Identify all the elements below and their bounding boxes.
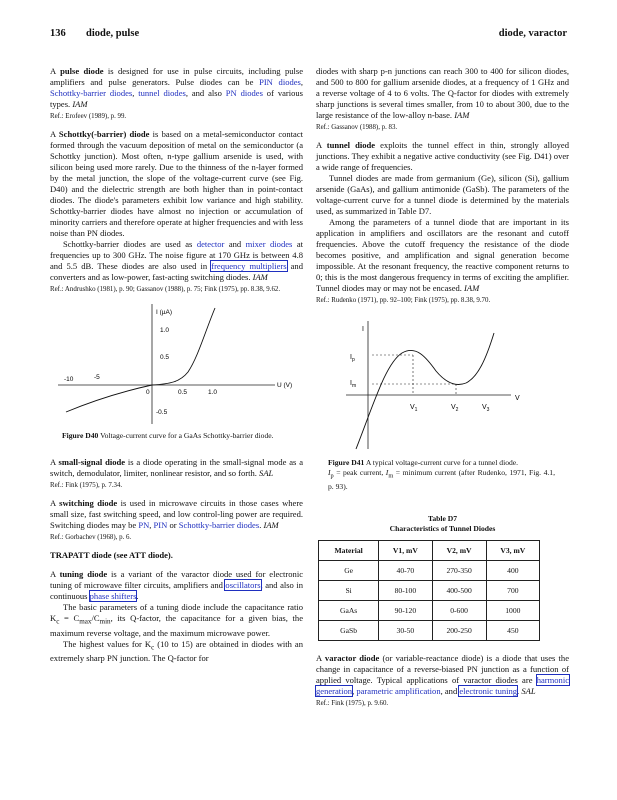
- tunnel-paragraph-2: Tunnel diodes are made from germanium (Ge), silicon (Si), gallium arsenide (GaAs), and gallium antimonide (GaSb). The parameters of the voltage-current curve for a tunnel diode is determined by the materials used, as summarized in Table D7.: [316, 173, 569, 216]
- tick-y-1.0: 1.0: [160, 327, 170, 334]
- link-phase-shifters[interactable]: phase shifters: [89, 591, 137, 601]
- schottky-paragraph-2: Schottky-barrier diodes are used as detector and mixer diodes at frequencies up to 300 GHz. The noise figure at 170 GHz is between 4.8 and 5.5 dB. These diodes are also used in frequency multipliers and converters and as low-power, fast-acting switching diodes. IAM: [50, 239, 303, 282]
- ref-schottky-diode: Ref.: Andrushko (1981), p. 90; Gassanov (1988), p. 75; Fink (1975), pp. 8.38, 9.62.: [50, 286, 281, 293]
- tunnel-iv-curve: [356, 333, 494, 449]
- tick-x-0.5: 0.5: [178, 389, 188, 396]
- link-pin-diodes[interactable]: PIN diodes: [259, 77, 301, 87]
- link-oscillators[interactable]: oscillators: [225, 580, 261, 590]
- link-schottky-barrier-diodes[interactable]: Schottky-barrier diodes: [178, 520, 260, 530]
- tick-x-minus-10: -10: [64, 376, 74, 383]
- term-pulse-diode: pulse diode: [60, 66, 104, 76]
- author-signature: IAM: [454, 110, 470, 120]
- table-row: Ge 40-70 270-350 400: [319, 560, 540, 580]
- col-header-v2: V2, mV: [432, 540, 486, 560]
- ref-switching-diode: Ref.: Gorbachev (1968), p. 6.: [50, 534, 132, 541]
- label-v1: $V_1$: [410, 404, 418, 413]
- col-header-v1: V1, mV: [379, 540, 432, 560]
- label-im: $I_m$: [350, 380, 357, 389]
- label-ip: $I_p$: [350, 354, 355, 363]
- table-row: GaSb 30-50 200-250 450: [319, 620, 540, 640]
- link-pn-diodes[interactable]: PN diodes: [225, 88, 263, 98]
- term-small-signal-diode: small-signal diode: [58, 457, 126, 467]
- continued-tuning-text: diodes with sharp p-n junctions can reach 300 to 400 for silicon diodes, and 500 to 800 for gallium arsenide diodes, at a frequency of 1 GHz and a reverse voltage of 4 to 6 volts. The Q-factor for diodes with extremely sharp junctions is several times smaller, from 10 to about 300, due to the large resistance of the low-alloy n-base. IAM: [316, 66, 569, 120]
- entry-schottky-diode: A Schottky(-barrier) diode is based on a metal-semiconductor contact formed through the vacuum deposition of metal on the semiconductor (a Schottky junction). Most often, n-type gallium arsenide is used, with silicon being used more rarely. Due to the thinness of the n-layer formed by the metal junction, the slope of the voltage-current curve (see Fig. D40) and the dielectric strength are both higher than in point-contact diodes. The diode's parameters exhibit low variance and high stability. Schottky-barrier diodes have almost no injection or accumulation of minority carriers and therefore operate at higher frequencies and with less noise than PN diodes.: [50, 129, 303, 238]
- term-tunnel-diode: tunnel diode: [326, 140, 376, 150]
- author-signature: IAM: [263, 520, 279, 530]
- col-header-v3: V3, mV: [486, 540, 539, 560]
- tick-x-1.0: 1.0: [208, 389, 218, 396]
- link-tunnel-diodes[interactable]: tunnel diodes: [138, 88, 186, 98]
- link-parametric-amplification[interactable]: parametric amplification: [356, 685, 441, 696]
- table-row: GaAs 90-120 0-600 1000: [319, 600, 540, 620]
- table-d7: [318, 540, 540, 641]
- author-signature: IAM: [464, 283, 480, 293]
- figure-d41-chart: [316, 313, 569, 451]
- left-column: [50, 66, 303, 664]
- ref-varactor-diode: Ref.: Fink (1975), p. 9.60.: [316, 699, 389, 707]
- label-v2: $V_2$: [451, 404, 459, 413]
- col-header-material: Material: [319, 540, 379, 560]
- entry-pulse-diode: A pulse diode is designed for use in pulse circuits, including pulse amplifiers and pulse generators. Pulse diodes can be PIN diodes, Schottky-barrier diodes, tunnel diodes, and also PN diodes of various types. IAM: [50, 66, 303, 109]
- page-number: 136: [50, 28, 66, 39]
- label-v3: $V_3$: [482, 404, 490, 413]
- table-row: Si 80-100 400-500 700: [319, 580, 540, 600]
- ref-tunnel-diode: Ref.: Rudenko (1971), pp. 92–100; Fink (1975), pp. 8.38, 9.70.: [316, 297, 491, 304]
- link-schottky-barrier-diodes[interactable]: Schottky-barrier diodes: [50, 88, 133, 98]
- term-varactor-diode: varactor diode: [324, 652, 380, 663]
- link-electronic-tuning[interactable]: electronic tuning: [459, 685, 518, 696]
- figure-d41: [316, 313, 569, 492]
- link-detector[interactable]: detector: [196, 239, 225, 249]
- header-right-title: diode, varactor: [498, 28, 567, 39]
- figure-d41-caption: Figure D41 A typical voltage-current curve for a tunnel diode. $I_p$ = peak current, $I_m$ = minimum current (after Rudenko, 1971, Fig. 4.1, p. 93).: [328, 458, 555, 491]
- link-mixer-diodes[interactable]: mixer diodes: [245, 239, 293, 249]
- link-frequency-multipliers[interactable]: frequency multipliers: [211, 261, 287, 271]
- link-pin[interactable]: PIN: [153, 520, 168, 530]
- ref-tuning-diode: Ref.: Gassanov (1988), p. 83.: [316, 124, 398, 131]
- figure-d40-caption: Figure D40 Voltage-current curve for a GaAs Schottky-barrier diode.: [62, 431, 274, 440]
- right-column: [316, 66, 569, 716]
- author-signature: SAL: [521, 685, 536, 696]
- label-i: I: [362, 326, 364, 333]
- tunnel-paragraph-3: Among the parameters of a tunnel diode that are important in its application in amplifiers and oscillators are the resonant and cutoff frequencies. Above the cutoff frequency the resistance of the diode becomes positive, and amplification and signal generation become impossible. At the resonant frequency, the reactive component returns to 0; this is the most dangerous frequency in terms of exciting the amplifier. Tunnel diodes may or may not be encased. IAM: [316, 217, 569, 293]
- label-v: V: [515, 395, 520, 402]
- tick-x-minus-5: -5: [94, 374, 100, 381]
- link-pn[interactable]: PN: [138, 520, 150, 530]
- tuning-paragraph-2: The basic parameters of a tuning diode include the capacitance ratio $K_c = C_{max}/C_{min}$, its Q-factor, the capacitance for a given bias, the maximum reverse voltage, and the maximum microwave power.: [50, 602, 303, 638]
- table-title: Characteristics of Tunnel Diodes: [389, 523, 496, 533]
- entry-switching-diode: A switching diode is used in microwave circuits in those cases where small size, fast switching speed, and low control-ling power are required. Switching diodes may be PN, PIN or Schottky-barrier diodes. IAM: [50, 498, 303, 530]
- figure-d40: [50, 302, 303, 441]
- table-header-row: [319, 540, 540, 560]
- tick-x-0: 0: [146, 389, 150, 396]
- entry-varactor-diode: A varactor diode (or variable-reactance diode) is a diode that uses the change in capacitance of a reverse-biased PN junction as a function of applied voltage. Typical applications of varactor diodes are harmonic generation, parametric amplification, and electronic tuning. SAL: [316, 652, 569, 696]
- tuning-paragraph-3: The highest values for $K_c$ (10 to 15) are obtained in diodes with an extremely sharp PN junction. The Q-factor for: [50, 638, 303, 664]
- term-switching-diode: switching diode: [59, 498, 118, 508]
- link-harmonic-generation[interactable]: harmonic generation: [316, 674, 569, 696]
- figure-d40-chart: [50, 302, 303, 424]
- iv-curve: [66, 308, 218, 412]
- header-left-title: diode, pulse: [86, 28, 140, 39]
- y-axis-label: I (µA): [156, 309, 173, 316]
- x-axis-label: U (V): [277, 382, 293, 389]
- author-signature: SAL: [259, 468, 274, 478]
- entry-tuning-diode: A tuning diode is a variant of the varactor diode used for electronic tuning of microwave filter circuits, amplifiers and oscillators, and also in continuous phase shifters.: [50, 569, 303, 601]
- entry-small-signal-diode: A small-signal diode is a diode operating in the small-signal mode as a switch, demodulator, limiter, nonlinear resistor, and so forth. SAL: [50, 457, 303, 478]
- table-label: Table D7: [427, 513, 458, 523]
- author-signature: IAM: [72, 99, 88, 109]
- ref-pulse-diode: Ref.: Erofeev (1989), p. 99.: [50, 113, 127, 120]
- tick-y-minus-0.5: -0.5: [156, 409, 168, 416]
- author-signature: IAM: [252, 272, 268, 282]
- term-tuning-diode: tuning diode: [59, 569, 108, 579]
- entry-tunnel-diode: A tunnel diode exploits the tunnel effect in thin, strongly alloyed junctions. They exhibit a negative active conductivity (see Fig. D41) over a wide range of frequencies.: [316, 140, 569, 172]
- tick-y-0.5: 0.5: [160, 354, 170, 361]
- entry-trapatt-diode: TRAPATT diode (see ATT diode).: [50, 550, 173, 560]
- term-schottky-diode: Schottky(-barrier) diode: [58, 129, 150, 139]
- ref-small-signal-diode: Ref.: Fink (1975), p. 7.34.: [50, 482, 123, 489]
